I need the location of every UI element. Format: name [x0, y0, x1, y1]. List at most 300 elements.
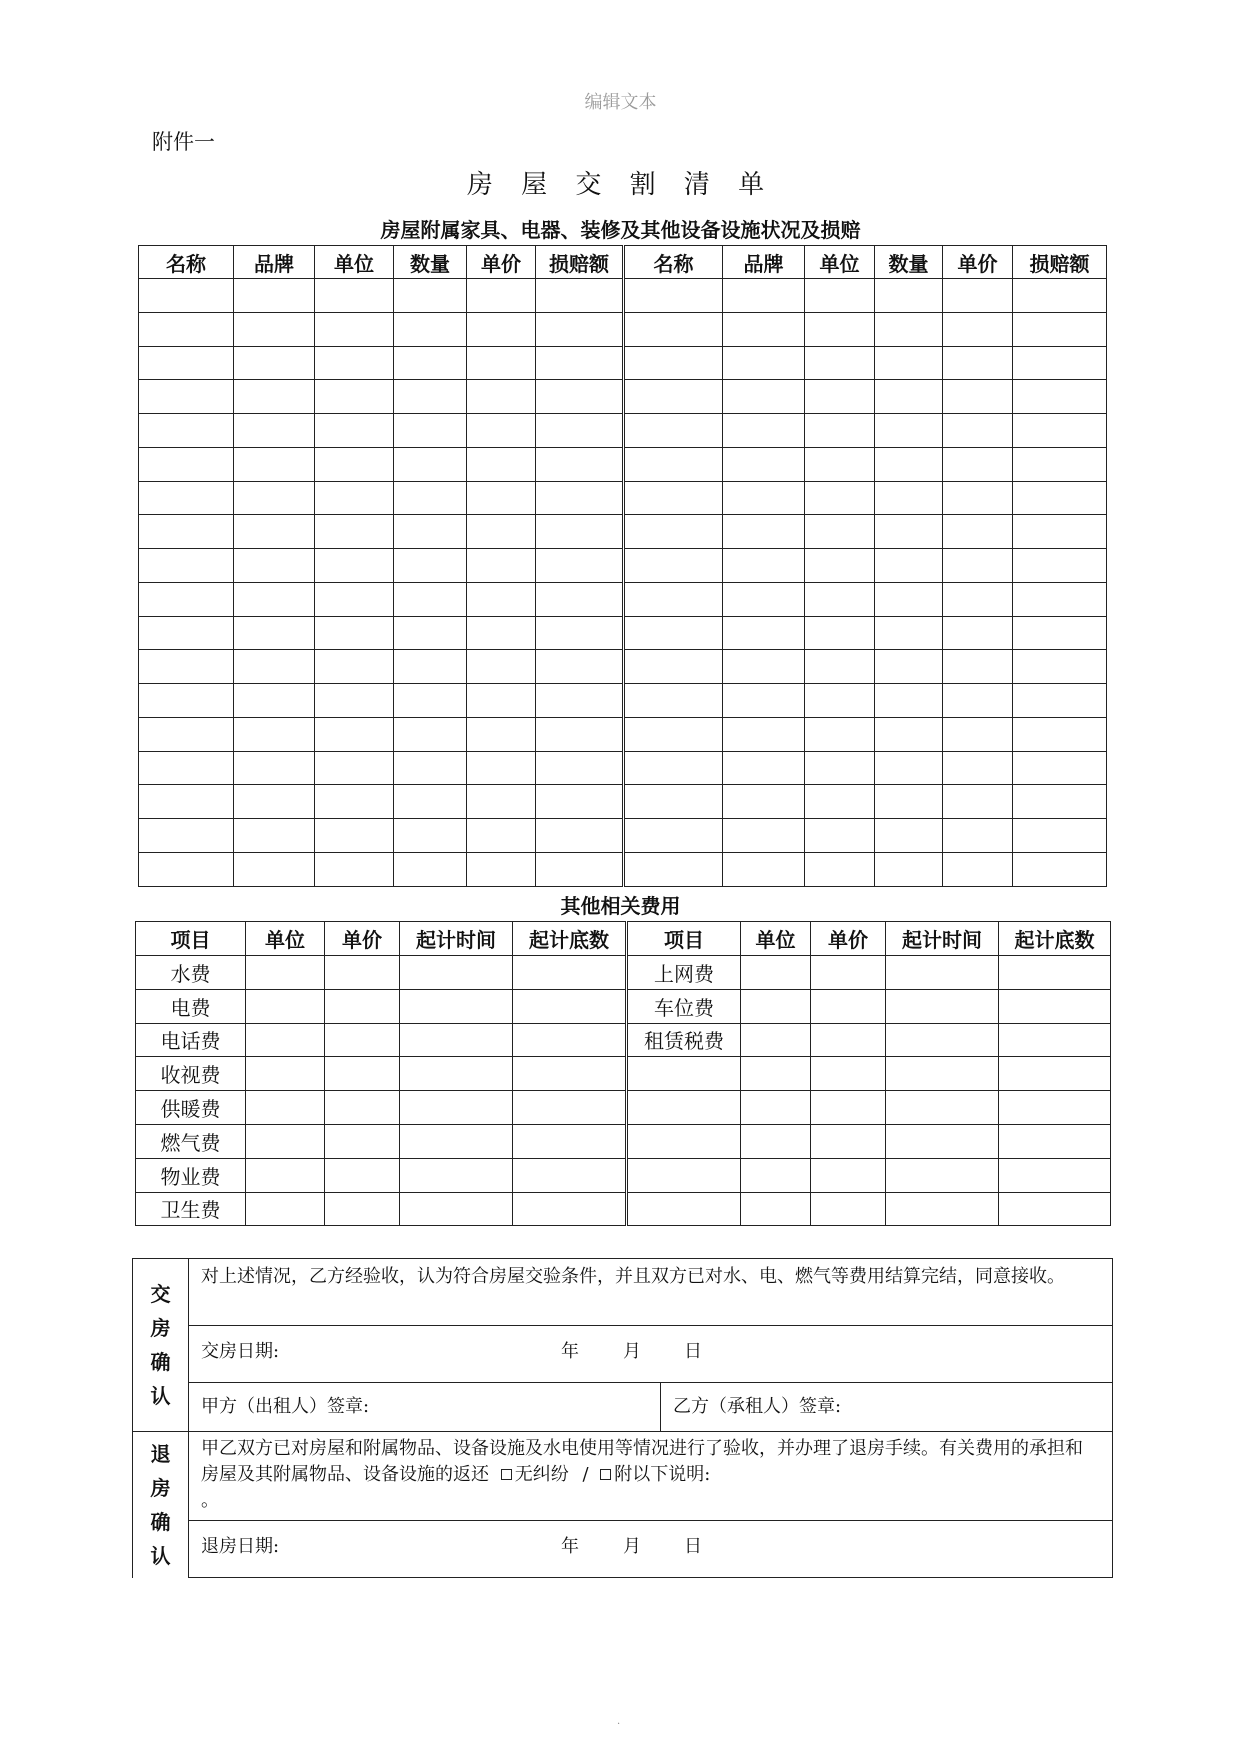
equipment-cell[interactable] [943, 785, 1013, 819]
equipment-cell[interactable] [315, 515, 394, 549]
fee-cell[interactable] [886, 956, 999, 990]
equipment-cell[interactable] [467, 312, 536, 346]
fee-cell[interactable] [325, 1023, 400, 1057]
fee-cell[interactable] [811, 1057, 886, 1091]
equipment-cell[interactable] [536, 582, 624, 616]
equipment-cell[interactable] [467, 650, 536, 684]
equipment-cell[interactable] [315, 414, 394, 448]
equipment-cell[interactable] [875, 447, 943, 481]
equipment-cell[interactable] [536, 380, 624, 414]
equipment-cell[interactable] [467, 414, 536, 448]
fee-cell[interactable] [741, 1158, 811, 1192]
equipment-cell[interactable] [536, 481, 624, 515]
equipment-cell[interactable] [1013, 279, 1107, 313]
equipment-cell[interactable] [394, 447, 467, 481]
equipment-cell[interactable] [234, 582, 315, 616]
fee-row [136, 1124, 1111, 1158]
equipment-cell[interactable] [234, 549, 315, 583]
equipment-cell[interactable] [943, 414, 1013, 448]
checkout-label-char: 认 [150, 1543, 171, 1568]
fee-cell[interactable] [886, 1091, 999, 1125]
equipment-cell[interactable] [139, 515, 234, 549]
fee-cell[interactable] [886, 1023, 999, 1057]
equipment-cell[interactable] [624, 481, 723, 515]
equipment-cell[interactable] [234, 684, 315, 718]
header-unit-price: 单价 [467, 246, 536, 279]
equipment-cell[interactable] [723, 582, 805, 616]
equipment-cell[interactable] [394, 785, 467, 819]
equipment-cell[interactable] [394, 549, 467, 583]
fee-cell[interactable] [741, 1023, 811, 1057]
equipment-cell[interactable] [723, 616, 805, 650]
equipment-cell[interactable] [875, 279, 943, 313]
equipment-cell[interactable] [536, 650, 624, 684]
header-unit-price: 单价 [325, 922, 400, 956]
fee-cell[interactable] [400, 1091, 513, 1125]
equipment-cell[interactable] [943, 515, 1013, 549]
fee-cell[interactable] [325, 989, 400, 1023]
fee-cell[interactable] [246, 1023, 325, 1057]
equipment-cell[interactable] [315, 852, 394, 886]
equipment-cell[interactable] [315, 346, 394, 380]
equipment-cell[interactable] [943, 279, 1013, 313]
equipment-cell[interactable] [723, 481, 805, 515]
equipment-cell[interactable] [723, 414, 805, 448]
equipment-cell[interactable] [805, 616, 875, 650]
equipment-cell[interactable] [315, 279, 394, 313]
fee-cell[interactable] [400, 1158, 513, 1192]
fee-cell[interactable] [325, 1158, 400, 1192]
equipment-cell[interactable] [875, 650, 943, 684]
equipment-cell[interactable] [234, 312, 315, 346]
equipment-cell[interactable] [1013, 414, 1107, 448]
equipment-cell[interactable] [139, 785, 234, 819]
equipment-cell[interactable] [805, 481, 875, 515]
fee-cell[interactable] [325, 1124, 400, 1158]
equipment-cell[interactable] [394, 380, 467, 414]
equipment-cell[interactable] [315, 785, 394, 819]
equipment-cell[interactable] [624, 346, 723, 380]
fee-cell[interactable] [400, 1023, 513, 1057]
fee-cell[interactable] [811, 1023, 886, 1057]
equipment-cell[interactable] [536, 447, 624, 481]
fee-cell[interactable] [811, 989, 886, 1023]
equipment-cell[interactable] [234, 785, 315, 819]
equipment-cell[interactable] [315, 616, 394, 650]
equipment-cell[interactable] [943, 447, 1013, 481]
equipment-cell[interactable] [875, 852, 943, 886]
equipment-cell[interactable] [1013, 717, 1107, 751]
equipment-cell[interactable] [723, 346, 805, 380]
equipment-row [139, 346, 1107, 380]
equipment-cell[interactable] [536, 515, 624, 549]
equipment-cell[interactable] [875, 717, 943, 751]
equipment-cell[interactable] [624, 279, 723, 313]
fee-cell[interactable] [886, 989, 999, 1023]
fee-cell[interactable] [999, 1023, 1111, 1057]
fee-cell[interactable] [999, 1124, 1111, 1158]
fee-cell[interactable] [513, 1158, 627, 1192]
equipment-cell[interactable] [315, 312, 394, 346]
equipment-cell[interactable] [1013, 650, 1107, 684]
equipment-cell[interactable] [1013, 582, 1107, 616]
fee-cell[interactable] [513, 1124, 627, 1158]
fee-cell[interactable] [246, 1192, 325, 1226]
equipment-cell[interactable] [723, 751, 805, 785]
equipment-cell[interactable] [624, 650, 723, 684]
equipment-cell[interactable] [139, 346, 234, 380]
equipment-cell[interactable] [805, 346, 875, 380]
equipment-cell[interactable] [394, 346, 467, 380]
equipment-cell[interactable] [315, 447, 394, 481]
equipment-cell[interactable] [875, 616, 943, 650]
equipment-cell[interactable] [805, 650, 875, 684]
equipment-cell[interactable] [234, 414, 315, 448]
equipment-cell[interactable] [624, 380, 723, 414]
equipment-cell[interactable] [139, 549, 234, 583]
equipment-cell[interactable] [875, 785, 943, 819]
equipment-cell[interactable] [624, 447, 723, 481]
equipment-cell[interactable] [1013, 515, 1107, 549]
fee-cell[interactable] [513, 989, 627, 1023]
fee-cell[interactable] [811, 1091, 886, 1125]
fee-cell[interactable] [811, 1158, 886, 1192]
equipment-cell[interactable] [315, 717, 394, 751]
fee-cell[interactable] [325, 1057, 400, 1091]
equipment-cell[interactable] [234, 650, 315, 684]
equipment-cell[interactable] [467, 616, 536, 650]
equipment-cell[interactable] [624, 515, 723, 549]
equipment-cell[interactable] [467, 515, 536, 549]
equipment-cell[interactable] [536, 616, 624, 650]
equipment-cell[interactable] [139, 481, 234, 515]
equipment-cell[interactable] [139, 684, 234, 718]
equipment-cell[interactable] [624, 684, 723, 718]
checkbox-no-dispute[interactable] [501, 1469, 512, 1480]
equipment-cell[interactable] [234, 279, 315, 313]
equipment-cell[interactable] [805, 582, 875, 616]
equipment-cell[interactable] [943, 312, 1013, 346]
equipment-cell[interactable] [805, 279, 875, 313]
fee-cell[interactable] [886, 1057, 999, 1091]
equipment-cell[interactable] [943, 481, 1013, 515]
equipment-cell[interactable] [467, 819, 536, 853]
fee-cell[interactable] [513, 1023, 627, 1057]
equipment-cell[interactable] [875, 414, 943, 448]
fee-cell[interactable] [246, 956, 325, 990]
equipment-cell[interactable] [875, 819, 943, 853]
equipment-cell[interactable] [624, 717, 723, 751]
equipment-cell[interactable] [805, 515, 875, 549]
equipment-cell[interactable] [536, 717, 624, 751]
equipment-cell[interactable] [467, 447, 536, 481]
equipment-cell[interactable] [234, 447, 315, 481]
checkout-year: 年 [561, 1536, 579, 1557]
fee-cell[interactable] [325, 1192, 400, 1226]
equipment-cell[interactable] [536, 684, 624, 718]
equipment-cell[interactable] [723, 549, 805, 583]
equipment-cell[interactable] [394, 414, 467, 448]
equipment-cell[interactable] [467, 346, 536, 380]
equipment-cell[interactable] [394, 650, 467, 684]
equipment-cell[interactable] [723, 684, 805, 718]
equipment-cell[interactable] [805, 785, 875, 819]
fee-cell[interactable] [513, 1192, 627, 1226]
equipment-cell[interactable] [943, 616, 1013, 650]
equipment-cell[interactable] [536, 549, 624, 583]
equipment-cell[interactable] [139, 380, 234, 414]
equipment-cell[interactable] [723, 515, 805, 549]
equipment-cell[interactable] [315, 751, 394, 785]
fee-cell[interactable] [246, 989, 325, 1023]
equipment-cell[interactable] [536, 312, 624, 346]
equipment-cell[interactable] [536, 819, 624, 853]
equipment-cell[interactable] [536, 279, 624, 313]
fee-cell[interactable] [811, 956, 886, 990]
equipment-cell[interactable] [805, 852, 875, 886]
header-unit: 单位 [741, 922, 811, 956]
equipment-cell[interactable] [943, 380, 1013, 414]
equipment-cell[interactable] [467, 582, 536, 616]
equipment-cell[interactable] [394, 751, 467, 785]
equipment-cell[interactable] [943, 751, 1013, 785]
equipment-cell[interactable] [467, 684, 536, 718]
equipment-cell[interactable] [394, 717, 467, 751]
equipment-cell[interactable] [805, 447, 875, 481]
fee-cell[interactable] [246, 1158, 325, 1192]
equipment-cell[interactable] [624, 616, 723, 650]
equipment-cell[interactable] [139, 852, 234, 886]
fee-cell[interactable] [886, 1124, 999, 1158]
fee-cell[interactable] [999, 1091, 1111, 1125]
equipment-cell[interactable] [1013, 819, 1107, 853]
fee-cell[interactable] [999, 1158, 1111, 1192]
equipment-cell[interactable] [805, 312, 875, 346]
equipment-cell[interactable] [536, 751, 624, 785]
equipment-cell[interactable] [139, 414, 234, 448]
equipment-cell[interactable] [624, 549, 723, 583]
equipment-cell[interactable] [467, 785, 536, 819]
equipment-cell[interactable] [723, 650, 805, 684]
equipment-cell[interactable] [723, 852, 805, 886]
equipment-cell[interactable] [315, 819, 394, 853]
fee-cell[interactable] [325, 1091, 400, 1125]
fee-cell[interactable] [513, 956, 627, 990]
fee-cell[interactable] [513, 1057, 627, 1091]
fee-cell[interactable] [513, 1091, 627, 1125]
equipment-cell[interactable] [875, 481, 943, 515]
equipment-cell[interactable] [139, 819, 234, 853]
equipment-cell[interactable] [805, 549, 875, 583]
equipment-cell[interactable] [943, 819, 1013, 853]
equipment-cell[interactable] [624, 582, 723, 616]
equipment-row [139, 447, 1107, 481]
equipment-cell[interactable] [139, 582, 234, 616]
equipment-cell[interactable] [1013, 616, 1107, 650]
equipment-cell[interactable] [1013, 684, 1107, 718]
equipment-cell[interactable] [805, 717, 875, 751]
equipment-cell[interactable] [315, 481, 394, 515]
fee-cell[interactable] [999, 956, 1111, 990]
equipment-cell[interactable] [536, 414, 624, 448]
equipment-cell[interactable] [315, 650, 394, 684]
equipment-cell[interactable] [394, 852, 467, 886]
fee-cell[interactable] [246, 1057, 325, 1091]
equipment-cell[interactable] [624, 414, 723, 448]
fee-cell[interactable] [400, 1057, 513, 1091]
equipment-cell[interactable] [234, 380, 315, 414]
equipment-cell[interactable] [139, 447, 234, 481]
equipment-cell[interactable] [624, 785, 723, 819]
equipment-cell[interactable] [394, 684, 467, 718]
equipment-cell[interactable] [723, 380, 805, 414]
equipment-cell[interactable] [234, 717, 315, 751]
fee-cell[interactable] [999, 1057, 1111, 1091]
equipment-cell[interactable] [875, 549, 943, 583]
equipment-cell[interactable] [875, 684, 943, 718]
handover-date-field[interactable] [189, 1326, 1113, 1383]
equipment-cell[interactable] [234, 852, 315, 886]
fee-cell[interactable] [811, 1192, 886, 1226]
equipment-cell[interactable] [467, 717, 536, 751]
equipment-cell[interactable] [875, 751, 943, 785]
checkout-date-field[interactable] [189, 1521, 1113, 1578]
equipment-cell[interactable] [467, 549, 536, 583]
equipment-cell[interactable] [1013, 380, 1107, 414]
fee-cell[interactable] [999, 989, 1111, 1023]
equipment-cell[interactable] [875, 582, 943, 616]
equipment-cell[interactable] [723, 279, 805, 313]
party-a-signature-field[interactable] [189, 1383, 661, 1432]
fee-cell[interactable] [400, 956, 513, 990]
equipment-cell[interactable] [624, 819, 723, 853]
fee-cell[interactable] [811, 1124, 886, 1158]
equipment-cell[interactable] [1013, 852, 1107, 886]
equipment-cell[interactable] [394, 515, 467, 549]
equipment-cell[interactable] [139, 717, 234, 751]
equipment-table [138, 245, 1107, 887]
equipment-cell[interactable] [234, 819, 315, 853]
fee-cell[interactable] [741, 1124, 811, 1158]
equipment-cell[interactable] [624, 312, 723, 346]
equipment-cell[interactable] [139, 751, 234, 785]
equipment-cell[interactable] [723, 717, 805, 751]
equipment-cell[interactable] [467, 481, 536, 515]
equipment-cell[interactable] [723, 312, 805, 346]
equipment-cell[interactable] [1013, 751, 1107, 785]
fee-item-left: 卫生费 [136, 1192, 246, 1226]
equipment-cell[interactable] [1013, 447, 1107, 481]
equipment-cell[interactable] [943, 549, 1013, 583]
fee-cell[interactable] [400, 1124, 513, 1158]
equipment-cell[interactable] [315, 380, 394, 414]
equipment-cell[interactable] [315, 684, 394, 718]
equipment-cell[interactable] [394, 279, 467, 313]
equipment-cell[interactable] [467, 751, 536, 785]
equipment-cell[interactable] [875, 346, 943, 380]
equipment-cell[interactable] [943, 684, 1013, 718]
equipment-cell[interactable] [943, 346, 1013, 380]
equipment-cell[interactable] [234, 346, 315, 380]
equipment-cell[interactable] [536, 852, 624, 886]
equipment-cell[interactable] [943, 852, 1013, 886]
equipment-cell[interactable] [315, 582, 394, 616]
equipment-cell[interactable] [234, 481, 315, 515]
equipment-cell[interactable] [943, 717, 1013, 751]
equipment-cell[interactable] [139, 650, 234, 684]
equipment-cell[interactable] [805, 380, 875, 414]
fee-cell[interactable] [246, 1124, 325, 1158]
equipment-cell[interactable] [943, 650, 1013, 684]
fee-cell[interactable] [741, 956, 811, 990]
equipment-cell[interactable] [624, 852, 723, 886]
equipment-cell[interactable] [943, 582, 1013, 616]
equipment-cell[interactable] [394, 312, 467, 346]
fee-cell[interactable] [999, 1192, 1111, 1226]
equipment-cell[interactable] [139, 312, 234, 346]
fee-cell[interactable] [400, 989, 513, 1023]
equipment-cell[interactable] [394, 819, 467, 853]
equipment-cell[interactable] [805, 751, 875, 785]
option-see-notes: 附以下说明: [614, 1464, 711, 1485]
equipment-cell[interactable] [467, 380, 536, 414]
equipment-cell[interactable] [139, 279, 234, 313]
checkbox-see-notes[interactable] [600, 1469, 611, 1480]
equipment-cell[interactable] [805, 819, 875, 853]
equipment-cell[interactable] [1013, 549, 1107, 583]
equipment-cell[interactable] [234, 616, 315, 650]
fee-cell[interactable] [325, 956, 400, 990]
equipment-cell[interactable] [624, 751, 723, 785]
equipment-cell[interactable] [875, 312, 943, 346]
equipment-cell[interactable] [1013, 346, 1107, 380]
equipment-cell[interactable] [805, 414, 875, 448]
equipment-cell[interactable] [467, 852, 536, 886]
equipment-cell[interactable] [394, 481, 467, 515]
equipment-cell[interactable] [875, 515, 943, 549]
fee-cell[interactable] [886, 1192, 999, 1226]
equipment-cell[interactable] [234, 751, 315, 785]
checkout-label [133, 1432, 189, 1578]
equipment-cell[interactable] [234, 515, 315, 549]
equipment-cell[interactable] [536, 346, 624, 380]
header-unit: 单位 [805, 246, 875, 279]
fee-cell[interactable] [741, 1091, 811, 1125]
equipment-cell[interactable] [139, 616, 234, 650]
fee-cell[interactable] [886, 1158, 999, 1192]
equipment-cell[interactable] [394, 582, 467, 616]
equipment-row [139, 717, 1107, 751]
equipment-cell[interactable] [805, 684, 875, 718]
equipment-cell[interactable] [723, 447, 805, 481]
fee-cell[interactable] [246, 1091, 325, 1125]
equipment-cell[interactable] [467, 279, 536, 313]
equipment-cell[interactable] [394, 616, 467, 650]
equipment-cell[interactable] [1013, 481, 1107, 515]
fee-cell[interactable] [741, 1057, 811, 1091]
equipment-cell[interactable] [536, 785, 624, 819]
fee-cell[interactable] [741, 989, 811, 1023]
fee-cell[interactable] [400, 1192, 513, 1226]
equipment-cell[interactable] [315, 549, 394, 583]
equipment-cell[interactable] [1013, 312, 1107, 346]
equipment-cell[interactable] [723, 819, 805, 853]
equipment-cell[interactable] [875, 380, 943, 414]
party-b-signature-field[interactable] [661, 1383, 1113, 1432]
fee-cell[interactable] [741, 1192, 811, 1226]
equipment-cell[interactable] [1013, 785, 1107, 819]
equipment-cell[interactable] [723, 785, 805, 819]
